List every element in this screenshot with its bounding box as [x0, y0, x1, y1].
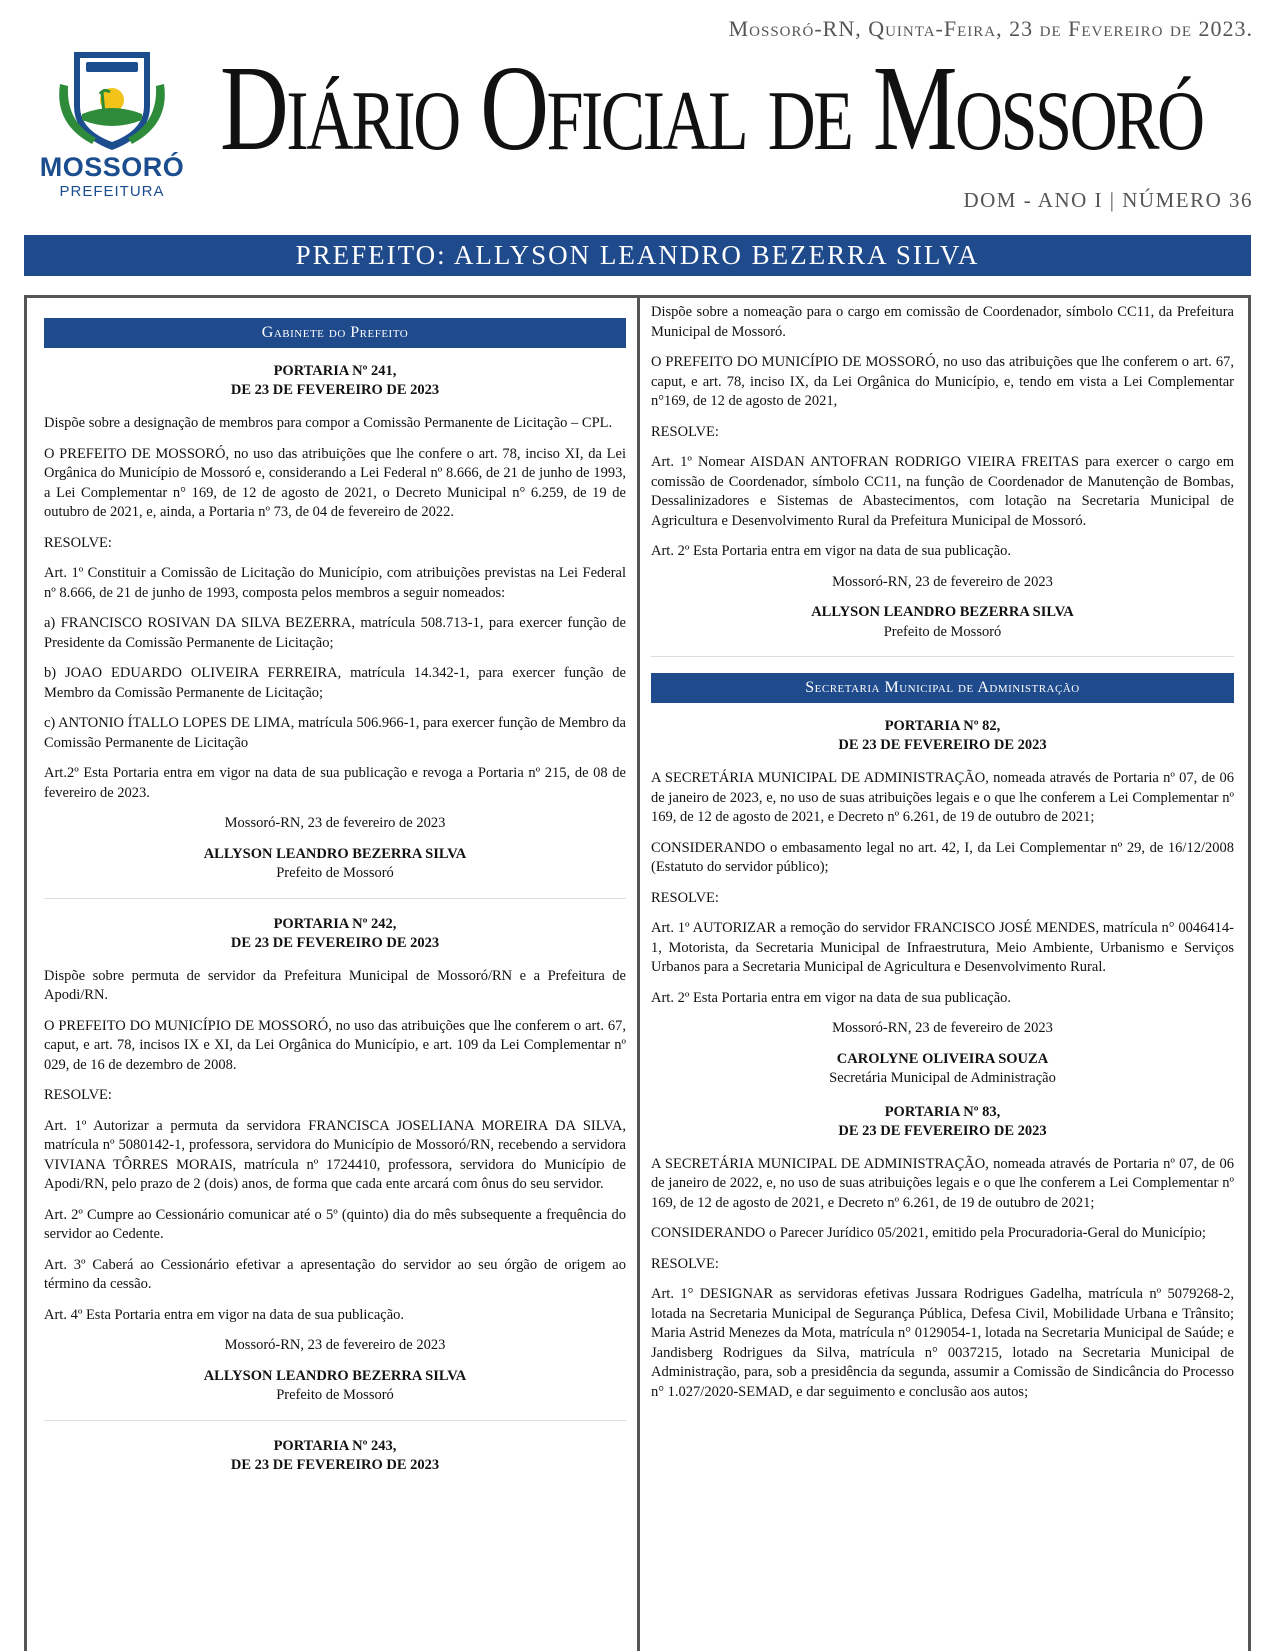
doc-title: PORTARIA Nº 242, DE 23 DE FEVEREIRO DE 2023 [230, 915, 440, 951]
doc-paragraph: A SECRETÁRIA MUNICIPAL DE ADMINISTRAÇÃO, nomeada através de Portaria nº 07, de 06 de janeiro de 2023, e, no uso de suas atribuições legais e o que lhe conferem a Lei Complementar nº 169, de 12 de agosto de 2021, e Decreto nº 6.261, de 19 de outubro de 2021; [651, 770, 1234, 825]
doc-paragraph: Art. 2º Cumpre ao Cessionário comunicar até o 5º (quinto) dia do mês subsequente a frequência do servidor ao Cedente. [44, 1206, 626, 1242]
portaria-242 [44, 915, 626, 1406]
logo-subtitle: PREFEITURA [59, 183, 165, 200]
doc-paragraph: O PREFEITO DE MOSSORÓ, no uso das atribuições que lhe confere o art. 78, inciso XI, da Lei Orgânica do Município de Mossoró e, considerando a Lei Federal nº 8.666, de 21 de junho de 1993, a Lei Complementar n° 169, de 12 de agosto de 2021, o Decreto Municipal n° 6.259, de 19 de outubro de 2021, e, ainda, a Portaria nº 73, de 04 de fevereiro de 2022. [44, 445, 626, 520]
doc-paragraph: CONSIDERANDO o embasamento legal no art. 42, I, da Lei Complementar nº 29, de 16/12/2008 (Estatuto do servidor público); [651, 839, 1234, 875]
doc-place-date: Mossoró-RN, 23 de fevereiro de 2023 [224, 815, 446, 831]
masthead-title: Diário Oficial de Mossoró [220, 41, 1203, 176]
doc-place-date: Mossoró-RN, 23 de fevereiro de 2023 [224, 1337, 446, 1353]
doc-paragraph: Art. 1º Autorizar a permuta da servidora FRANCISCA JOSELIANA MOREIRA DA SILVA, matrícula nº 5080142-1, professora, servidora do Município de Mossoró/RN, recebendo a servidora VIVIANA TÔRRES MORAIS, matrícula nº 1724410, professora, servidora do Município de Apodi/RN, pelo prazo de 2 (dois) anos, de forma que cada ente arcará com ônus do seu servidor. [44, 1117, 626, 1192]
section-header-administracao: Secretaria Municipal de Administração [651, 673, 1234, 703]
right-column [651, 303, 1234, 1413]
doc-signer: CAROLYNE OLIVEIRA SOUZA [836, 1050, 1049, 1067]
doc-signer-role: Secretária Municipal de Administração [829, 1070, 1056, 1086]
doc-paragraph: CONSIDERANDO o Parecer Jurídico 05/2021, emitido pela Procuradoria-Geral do Município; [651, 1225, 1206, 1241]
doc-paragraph: Art. 3º Caberá ao Cessionário efetivar a apresentação do servidor ao seu órgão de origem ao término da cessão. [44, 1256, 626, 1292]
portaria-82 [651, 717, 1234, 1089]
mossoro-coat-of-arms-icon [52, 44, 172, 156]
doc-paragraph: Art. 1º Constituir a Comissão de Licitação do Município, com atribuições previstas na Lei Federal nº 8.666, de 21 de junho de 1993, composta pelos membros a seguir nomeados: [44, 565, 626, 601]
doc-title: PORTARIA Nº 83, DE 23 DE FEVEREIRO DE 2023 [838, 1103, 1047, 1139]
doc-paragraph: O PREFEITO DO MUNICÍPIO DE MOSSORÓ, no uso das atribuições que lhe conferem o art. 67, caput, e art. 78, inciso IX, da Lei Orgânica do Município, e, tendo em vista a Lei Complementar n°169, de 12 de agosto de 2021, [651, 354, 1234, 409]
doc-paragraph: RESOLVE: [651, 423, 719, 440]
doc-paragraph: Dispõe sobre a nomeação para o cargo em comissão de Coordenador, símbolo CC11, da Prefeitura Municipal de Mossoró. [651, 304, 1234, 340]
section-header-gabinete: Gabinete do Prefeito [44, 318, 626, 348]
mayor-banner: PREFEITO: ALLYSON LEANDRO BEZERRA SILVA [24, 235, 1251, 276]
issue-date: Mossoró-RN, Quinta-Feira, 23 de Fevereiro de 2023. [728, 16, 1253, 41]
doc-title: PORTARIA Nº 243, DE 23 DE FEVEREIRO DE 2023 [230, 1437, 440, 1473]
doc-paragraph: A SECRETÁRIA MUNICIPAL DE ADMINISTRAÇÃO, nomeada através de Portaria nº 07, de 06 de janeiro de 2022, e, no uso de suas atribuições legais e o que lhe conferem a Lei Complementar nº 169, de 12 de agosto de 2021, e Decreto nº 6.261, de 19 de outubro de 2021; [651, 1155, 1234, 1211]
prefeitura-logo [24, 44, 200, 204]
doc-signer-role: Prefeito de Mossoró [276, 865, 394, 881]
doc-signer: ALLYSON LEANDRO BEZERRA SILVA [811, 604, 1074, 620]
portaria-83 [651, 1103, 1234, 1403]
doc-paragraph: Art. 1° DESIGNAR as servidoras efetivas Jussara Rodrigues Gadelha, matrícula nº 5079268-2, lotada na Secretaria Municipal de Segurança Pública, Defesa Civil, Mobilidade Urbana e Trânsito; Maria Astrid Menezes da Mota, matrícula n° 0129054-1, lotada na Secretaria Municipal de Saúde; e Jandisberg Rodrigues da Silva, matrícula n° 0037215, lotado na Secretaria Municipal de Administração, para, sob a presidência da segunda, assumir a Comissão de Sindicância do Processo n° 1.027/2020-SEMAD, e dar seguimento e conclusão aos autos; [651, 1286, 1234, 1400]
doc-paragraph: a) FRANCISCO ROSIVAN DA SILVA BEZERRA, matrícula 508.713-1, para exercer função de Presidente da Comissão Permanente de Licitação; [44, 615, 626, 651]
doc-paragraph: O PREFEITO DO MUNICÍPIO DE MOSSORÓ, no uso das atribuições que lhe conferem o art. 67, caput, e art. 78, incisos IX e XI, da Lei Orgânica do Município, e art. 109 da Lei Complementar nº 029, de 16 de dezembro de 2008. [44, 1017, 626, 1073]
doc-signer: ALLYSON LEANDRO BEZERRA SILVA [203, 1367, 467, 1384]
doc-paragraph: Art.2º Esta Portaria entra em vigor na data de sua publicação e revoga a Portaria nº 215, de 08 de fevereiro de 2023. [44, 765, 626, 801]
doc-paragraph: Art. 1º Nomear AISDAN ANTOFRAN RODRIGO VIEIRA FREITAS para exercer o cargo em comissão de Coordenador, símbolo CC11, na função de Coordenador de Manutenção de Bombas, Dessalinizadores e Sistemas de Abastecimentos, com lotação na Secretaria Municipal de Agricultura e Desenvolvimento Rural da Prefeitura Municipal de Mossoró. [651, 454, 1234, 529]
logo-name: MOSSORÓ [39, 152, 185, 182]
doc-paragraph: RESOLVE: [44, 534, 112, 551]
doc-title: PORTARIA Nº 82, DE 23 DE FEVEREIRO DE 2023 [838, 718, 1047, 753]
doc-place-date: Mossoró-RN, 23 de fevereiro de 2023 [832, 1020, 1053, 1036]
doc-paragraph: c) ANTONIO ÍTALLO LOPES DE LIMA, matrícula 506.966-1, para exercer função de Membro da Comissão Permanente de Licitação [44, 715, 626, 751]
doc-paragraph: Dispõe sobre permuta de servidor da Prefeitura Municipal de Mossoró/RN e a Prefeitura de Apodi/RN. [44, 967, 626, 1003]
doc-paragraph: RESOLVE: [651, 889, 719, 906]
doc-paragraph: Art. 2º Esta Portaria entra em vigor na data de sua publicação. [651, 989, 1012, 1006]
doc-paragraph: Dispõe sobre a designação de membros para compor a Comissão Permanente de Licitação – CPL. [44, 415, 613, 431]
left-column [44, 318, 626, 1489]
doc-title: PORTARIA Nº 241, DE 23 DE FEVEREIRO DE 2023 [230, 363, 440, 398]
doc-paragraph: RESOLVE: [651, 1255, 719, 1272]
edition-number: DOM - ANO I | NÚMERO 36 [963, 188, 1253, 212]
doc-paragraph: Art. 4º Esta Portaria entra em vigor na data de sua publicação. [44, 1306, 405, 1323]
doc-paragraph: Art. 2º Esta Portaria entra em vigor na data de sua publicação. [651, 543, 1012, 559]
column-divider [637, 298, 640, 1651]
doc-separator [44, 1420, 626, 1421]
doc-signer: ALLYSON LEANDRO BEZERRA SILVA [203, 845, 467, 862]
doc-paragraph: RESOLVE: [44, 1087, 112, 1103]
portaria-243 [44, 1437, 626, 1475]
doc-separator [651, 656, 1234, 657]
doc-signer-role: Prefeito de Mossoró [883, 623, 1002, 640]
doc-paragraph: b) JOAO EDUARDO OLIVEIRA FERREIRA, matrícula 14.342-1, para exercer função de Membro da Comissão Permanente de Licitação; [44, 665, 626, 701]
doc-paragraph: Art. 1º AUTORIZAR a remoção do servidor FRANCISCO JOSÉ MENDES, matrícula n° 0046414-1, Motorista, da Secretaria Municipal de Infraestrutura, Meio Ambiente, Urbanismo e Serviços Urbanos para a Secretaria Municipal de Agricultura e Desenvolvimento Rural. [651, 920, 1234, 975]
doc-separator [44, 898, 626, 899]
doc-signer-role: Prefeito de Mossoró [276, 1387, 394, 1403]
doc-place-date: Mossoró-RN, 23 de fevereiro de 2023 [832, 573, 1053, 590]
portaria-241 [44, 362, 626, 884]
portaria-243-continuation [651, 303, 1234, 642]
